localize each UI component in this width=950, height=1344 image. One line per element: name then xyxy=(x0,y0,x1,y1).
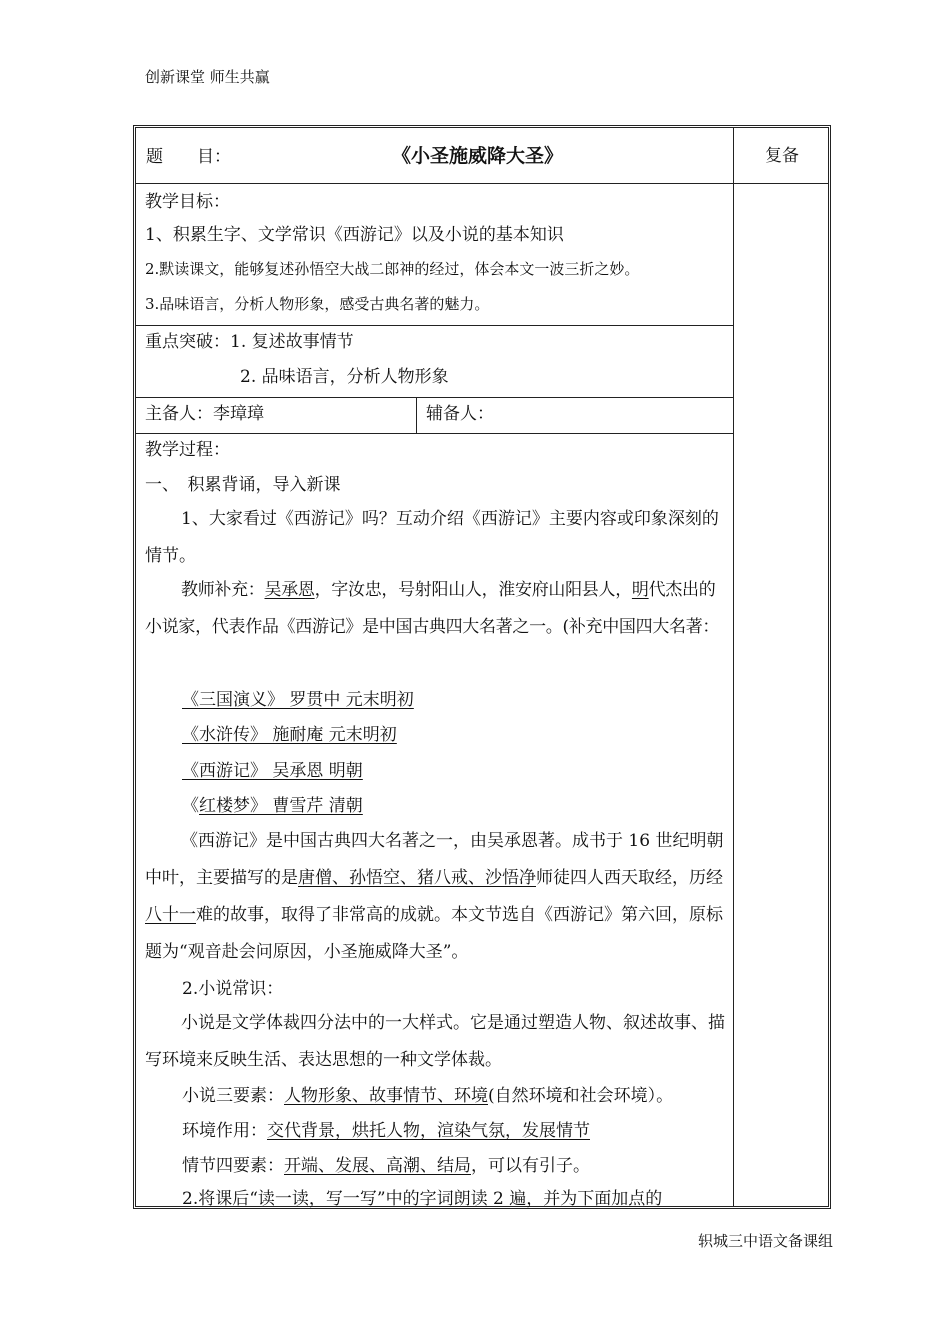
trials-count: 八十一 xyxy=(145,905,196,925)
xiyouji-intro-paragraph xyxy=(145,823,729,971)
exercise-line: 2.将课后“读一读，写一写”中的字词朗读 2 遍，并为下面加点的 xyxy=(182,1189,663,1209)
preparers-cell-divider xyxy=(416,397,417,433)
goal-item: 1、积累生字、文学常识《西游记》以及小说的基本知识 xyxy=(145,225,564,245)
assistant-preparer: 辅备人： xyxy=(426,404,494,424)
review-column-divider xyxy=(733,128,734,1206)
question-paragraph xyxy=(145,501,729,575)
question-text: 1、大家看过《西游记》吗？互动介绍《西游记》主要内容或印象深刻的情节。 xyxy=(145,509,719,566)
focus-line: 重点突破：1. 复述故事情节 xyxy=(145,332,354,352)
classic-bracket: 《 xyxy=(182,796,199,816)
dynasty-ming: 明 xyxy=(631,580,649,600)
environment-functions: 交代背景，烘托人物，渲染气氛，发展情节 xyxy=(267,1121,590,1141)
process-heading: 教学过程： xyxy=(145,440,230,460)
three-elements-prefix: 小说三要素： xyxy=(182,1086,284,1106)
classic-novel-item: 《水浒传》 施耐庵 元末明初 xyxy=(182,725,397,745)
section-heading: 一、 积累背诵，导入新课 xyxy=(145,475,341,495)
three-elements: 人物形象、故事情节、环境 xyxy=(284,1086,488,1106)
environment-line xyxy=(182,1123,590,1140)
plot-elements: 开端、发展、高潮、结局 xyxy=(284,1156,471,1176)
novel-definition-paragraph xyxy=(145,1005,729,1079)
pilgrim-names: 唐僧、孙悟空、猪八戒、沙悟净 xyxy=(298,868,536,888)
review-column-header: 复备 xyxy=(765,146,799,166)
xiyouji-text: 师徒四人西天取经，历经 xyxy=(536,868,723,888)
classic-title-author: 红楼梦》 曹雪芹 清朝 xyxy=(199,796,363,816)
author-name: 吴承恩 xyxy=(264,580,315,600)
classic-novel-item xyxy=(182,798,363,815)
novel-definition: 小说是文学体裁四分法中的一大样式。它是通过塑造人物、叙述故事、描写环境来反映生活、表达思想的一种文学体裁。 xyxy=(145,1013,725,1070)
three-elements-line xyxy=(182,1088,673,1105)
goals-row-divider xyxy=(136,325,733,326)
focus-line: 2. 品味语言，分析人物形象 xyxy=(240,367,449,387)
classic-novel-item: 《西游记》 吴承恩 明朝 xyxy=(182,761,363,781)
focus-row-divider xyxy=(136,397,733,398)
xiyouji-text: 《西游记》是中国古典四大名著之一，由吴承恩著。成书于 16 世纪明朝中叶，主要描写的是 xyxy=(145,831,724,888)
lesson-title: 《小圣施威降大圣》 xyxy=(392,145,564,167)
plot-elements-prefix: 情节四要素： xyxy=(182,1156,284,1176)
goal-item: 2.默读课文，能够复述孙悟空大战二郎神的经过，体会本文一波三折之妙。 xyxy=(145,260,640,278)
xiyouji-text: 难的故事，取得了非常高的成就。本文节选自《西游记》第六回，原标题为“观音赴会问原因，小圣施威降大圣”。 xyxy=(145,905,723,962)
main-preparer: 主备人：李璋璋 xyxy=(145,404,264,424)
lesson-plan-table xyxy=(133,125,831,1209)
classic-novel-item: 《三国演义》 罗贯中 元末明初 xyxy=(182,690,414,710)
teacher-note-text: 代杰出的小说家，代表作品《西游记》是中国古典四大名著之一。(补充中国四大名著： xyxy=(145,580,720,637)
title-row-divider xyxy=(136,183,828,184)
goal-item: 3.品味语言，分析人物形象，感受古典名著的魅力。 xyxy=(145,295,490,313)
teacher-note-text: ，字汝忠，号射阳山人，淮安府山阳县人， xyxy=(314,580,632,600)
goals-heading: 教学目标： xyxy=(145,192,230,212)
topic-label: 题 目： xyxy=(146,147,231,167)
novel-knowledge-heading: 2.小说常识： xyxy=(182,979,284,999)
teacher-note-prefix: 教师补充： xyxy=(181,580,265,600)
teacher-note-paragraph xyxy=(145,572,729,646)
environment-prefix: 环境作用： xyxy=(182,1121,267,1141)
three-elements-note: (自然环境和社会环境）。 xyxy=(488,1086,674,1106)
plot-elements-note: ，可以有引子。 xyxy=(471,1156,590,1176)
page-header: 创新课堂 师生共赢 xyxy=(145,68,270,86)
page-footer: 轵城三中语文备课组 xyxy=(697,1232,833,1250)
preparers-row-divider xyxy=(136,433,733,434)
plot-elements-line xyxy=(182,1158,590,1175)
